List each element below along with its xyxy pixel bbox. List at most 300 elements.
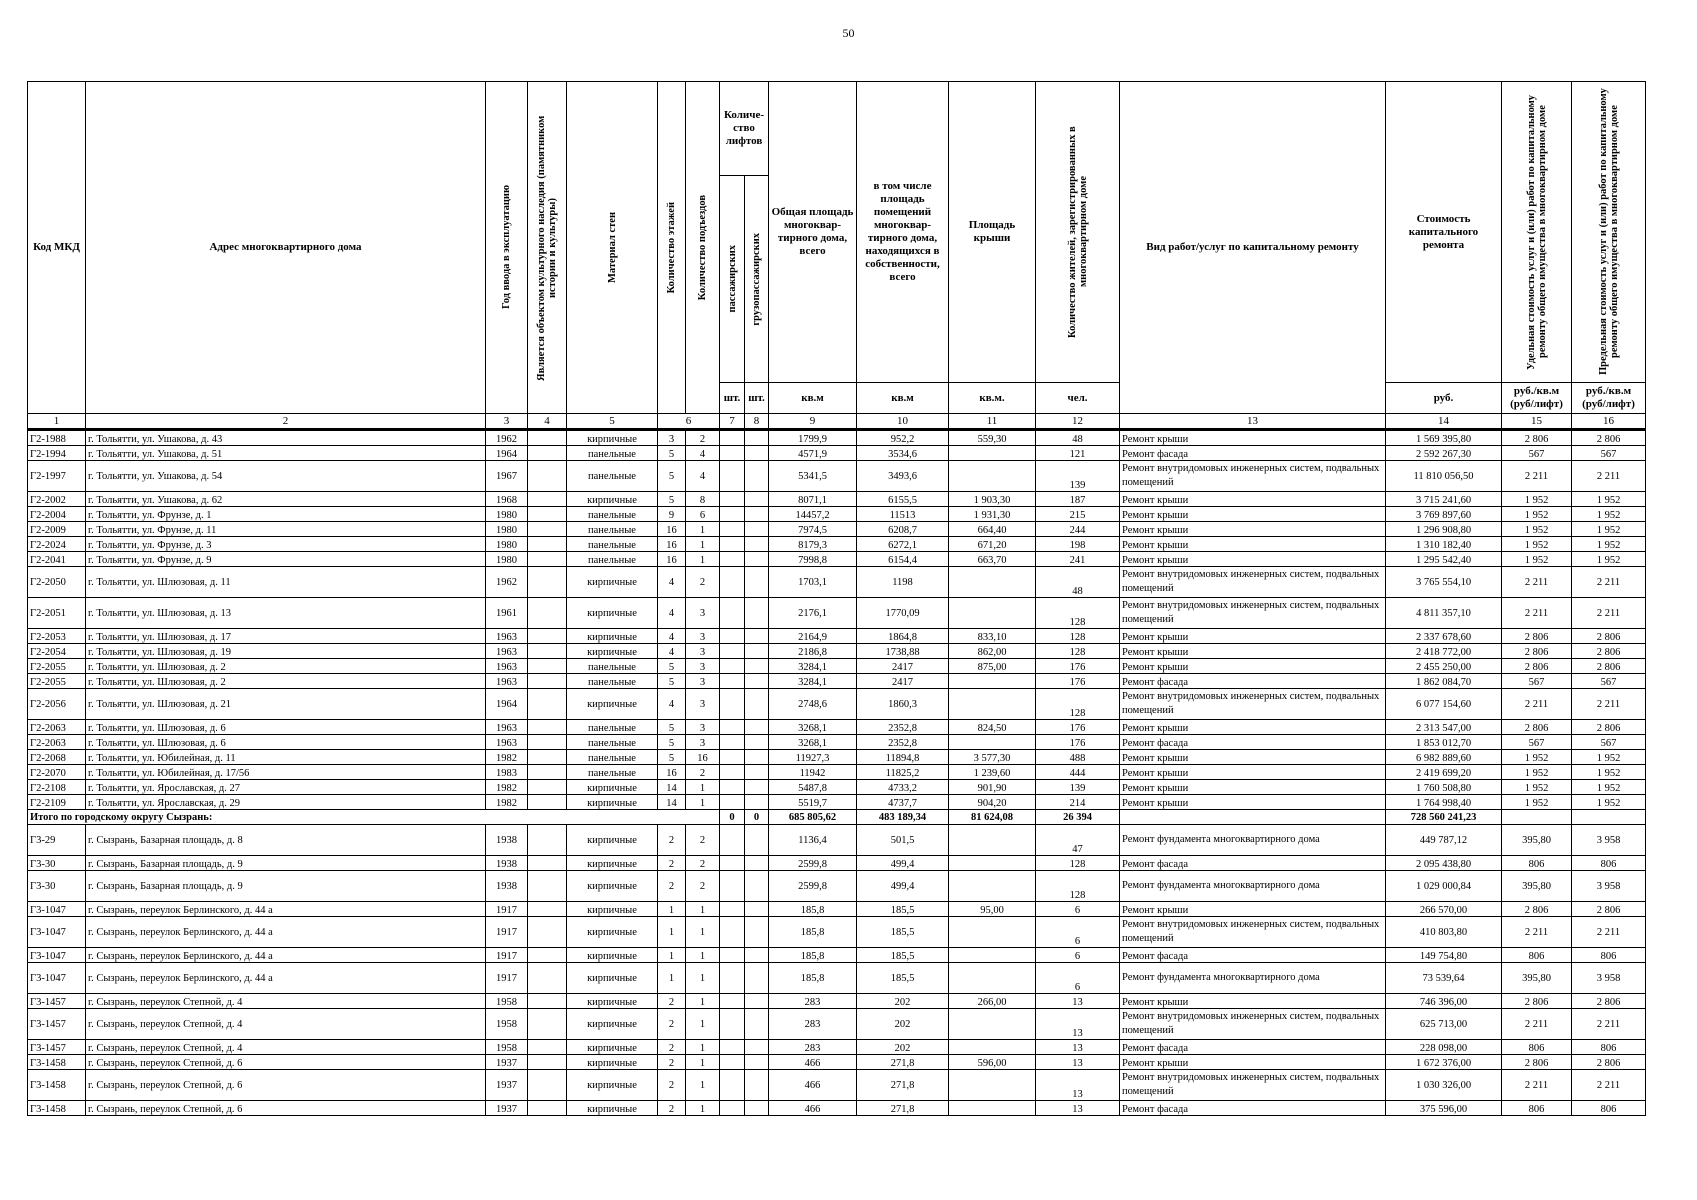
cell-unit-cost: 806 — [1502, 1040, 1572, 1055]
cell-unit-cost: 2 806 — [1502, 720, 1572, 735]
cell-code: Г2-2070 — [28, 765, 86, 780]
cell-owned-area: 2417 — [857, 674, 949, 689]
cell-entrances: 1 — [686, 780, 720, 795]
cell-entrances: 1 — [686, 1101, 720, 1116]
cell-total-area: 7998,8 — [769, 552, 857, 567]
cell-roof-area: 824,50 — [949, 720, 1036, 735]
cell-address: г. Тольятти, ул. Ушакова, д. 62 — [86, 492, 486, 507]
cell-work: Ремонт крыши — [1120, 795, 1386, 810]
cell-heritage — [528, 856, 567, 871]
table-row — [28, 461, 1646, 492]
cell-roof-area — [949, 963, 1036, 994]
cell-heritage — [528, 735, 567, 750]
cell-cost: 449 787,12 — [1386, 825, 1502, 856]
cell-residents: 13 — [1036, 1101, 1120, 1116]
cell-address: г. Сызрань, Базарная площадь, д. 9 — [86, 856, 486, 871]
cell-work: Ремонт крыши — [1120, 644, 1386, 659]
cell-lifts-cargo — [745, 856, 769, 871]
cell-address: г. Тольятти, ул. Ярославская, д. 27 — [86, 780, 486, 795]
cell-unit-cost: 2 806 — [1502, 430, 1572, 446]
cell-year: 1963 — [486, 629, 528, 644]
table-row — [28, 1009, 1646, 1040]
cell-code: Г2-1997 — [28, 461, 86, 492]
cell-floors: 5 — [658, 750, 686, 765]
cell-owned-area: 4737,7 — [857, 795, 949, 810]
cell-year: 1982 — [486, 750, 528, 765]
cell-max-cost: 2 806 — [1572, 659, 1646, 674]
cell-floors: 2 — [658, 994, 686, 1009]
cell-lifts-cargo — [745, 507, 769, 522]
cell-entrances: 2 — [686, 765, 720, 780]
cell-floors: 2 — [658, 1055, 686, 1070]
cell-lifts-pass — [720, 1040, 745, 1055]
cell-entrances: 1 — [686, 1009, 720, 1040]
cell-roof-area — [949, 1101, 1036, 1116]
cell-lifts-cargo — [745, 552, 769, 567]
cell-heritage — [528, 446, 567, 461]
cell-roof-area: 266,00 — [949, 994, 1036, 1009]
cell-address: г. Тольятти, ул. Юбилейная, д. 11 — [86, 750, 486, 765]
table-row — [28, 856, 1646, 871]
cell-floors: 16 — [658, 552, 686, 567]
cell-year: 1980 — [486, 522, 528, 537]
table-row — [28, 629, 1646, 644]
cell-work: Ремонт фасада — [1120, 1101, 1386, 1116]
cell-owned-area: 11894,8 — [857, 750, 949, 765]
cell-max-cost: 2 211 — [1572, 461, 1646, 492]
cell-wall: панельные — [567, 507, 658, 522]
cell-max-cost: 567 — [1572, 674, 1646, 689]
cell-code: Г2-2050 — [28, 567, 86, 598]
cell-code: Г2-2068 — [28, 750, 86, 765]
cell-address: г. Сызрань, переулок Берлинского, д. 44 а — [86, 917, 486, 948]
cell-owned-area: 499,4 — [857, 856, 949, 871]
cell-floors: 4 — [658, 567, 686, 598]
cell-total-area: 466 — [769, 1101, 857, 1116]
cell-unit-cost: 2 806 — [1502, 1055, 1572, 1070]
cell-owned-area: 1770,09 — [857, 598, 949, 629]
cell-unit-cost: 1 952 — [1502, 507, 1572, 522]
cell-lifts-cargo — [745, 795, 769, 810]
subtotal-residents: 26 394 — [1036, 810, 1120, 825]
table-row — [28, 825, 1646, 856]
table-row — [28, 735, 1646, 750]
cell-entrances: 1 — [686, 1040, 720, 1055]
table-row — [28, 1101, 1646, 1116]
cell-address: г. Сызрань, переулок Степной, д. 4 — [86, 1009, 486, 1040]
cell-residents: 13 — [1036, 1070, 1120, 1101]
cell-work: Ремонт фасада — [1120, 856, 1386, 871]
cell-heritage — [528, 522, 567, 537]
cell-floors: 1 — [658, 963, 686, 994]
column-number: 1 — [28, 414, 86, 430]
cell-wall: кирпичные — [567, 1055, 658, 1070]
cell-owned-area: 6272,1 — [857, 537, 949, 552]
cell-year: 1968 — [486, 492, 528, 507]
cell-lifts-cargo — [745, 1070, 769, 1101]
cell-owned-area: 271,8 — [857, 1101, 949, 1116]
cell-work: Ремонт крыши — [1120, 552, 1386, 567]
cell-address: г. Сызрань, переулок Берлинского, д. 44 а — [86, 963, 486, 994]
subtotal-owned-area: 483 189,34 — [857, 810, 949, 825]
cell-cost: 6 982 889,60 — [1386, 750, 1502, 765]
cell-cost: 11 810 056,50 — [1386, 461, 1502, 492]
unit-unit-cost: руб./кв.м (руб/лифт) — [1502, 383, 1572, 414]
cell-year: 1937 — [486, 1055, 528, 1070]
cell-roof-area — [949, 567, 1036, 598]
cell-lifts-cargo — [745, 720, 769, 735]
cell-year: 1963 — [486, 735, 528, 750]
cell-lifts-cargo — [745, 871, 769, 902]
cell-heritage — [528, 1055, 567, 1070]
cell-roof-area — [949, 1040, 1036, 1055]
column-number-row — [28, 414, 1646, 430]
cell-cost: 2 095 438,80 — [1386, 856, 1502, 871]
cell-roof-area: 663,70 — [949, 552, 1036, 567]
cell-total-area: 8071,1 — [769, 492, 857, 507]
subtotal-cost: 728 560 241,23 — [1386, 810, 1502, 825]
cell-lifts-cargo — [745, 902, 769, 917]
cell-roof-area: 559,30 — [949, 430, 1036, 446]
column-number: 3 — [486, 414, 528, 430]
cell-entrances: 2 — [686, 825, 720, 856]
cell-cost: 410 803,80 — [1386, 917, 1502, 948]
cell-lifts-pass — [720, 522, 745, 537]
cell-total-area: 8179,3 — [769, 537, 857, 552]
cell-lifts-cargo — [745, 629, 769, 644]
table-row — [28, 430, 1646, 446]
cell-address: г. Тольятти, ул. Шлюзовая, д. 21 — [86, 689, 486, 720]
table-row — [28, 795, 1646, 810]
cell-floors: 4 — [658, 644, 686, 659]
cell-work: Ремонт фундамента многоквартирного дома — [1120, 825, 1386, 856]
cell-wall: кирпичные — [567, 644, 658, 659]
cell-year: 1938 — [486, 825, 528, 856]
cell-owned-area: 185,5 — [857, 963, 949, 994]
cell-residents: 198 — [1036, 537, 1120, 552]
cell-residents: 128 — [1036, 856, 1120, 871]
table-row — [28, 1070, 1646, 1101]
cell-floors: 2 — [658, 1101, 686, 1116]
cell-lifts-pass — [720, 750, 745, 765]
cell-roof-area: 1 239,60 — [949, 765, 1036, 780]
cell-unit-cost: 567 — [1502, 446, 1572, 461]
cell-heritage — [528, 689, 567, 720]
header-wall — [567, 82, 658, 414]
cell-lifts-pass — [720, 1055, 745, 1070]
cell-floors: 5 — [658, 446, 686, 461]
cell-work: Ремонт крыши — [1120, 994, 1386, 1009]
cell-work: Ремонт фундамента многоквартирного дома — [1120, 963, 1386, 994]
cell-address: г. Тольятти, ул. Фрунзе, д. 9 — [86, 552, 486, 567]
cell-year: 1964 — [486, 446, 528, 461]
cell-wall: кирпичные — [567, 871, 658, 902]
cell-address: г. Тольятти, ул. Шлюзовая, д. 6 — [86, 735, 486, 750]
cell-year: 1917 — [486, 902, 528, 917]
table-row — [28, 492, 1646, 507]
cell-lifts-cargo — [745, 917, 769, 948]
cell-lifts-cargo — [745, 522, 769, 537]
cell-owned-area: 501,5 — [857, 825, 949, 856]
subtotal-total-area: 685 805,62 — [769, 810, 857, 825]
table-row — [28, 689, 1646, 720]
cell-lifts-pass — [720, 917, 745, 948]
cell-owned-area: 185,5 — [857, 902, 949, 917]
subtotal-roof-area: 81 624,08 — [949, 810, 1036, 825]
cell-lifts-cargo — [745, 780, 769, 795]
cell-cost: 2 337 678,60 — [1386, 629, 1502, 644]
cell-residents: 6 — [1036, 948, 1120, 963]
cell-address: г. Тольятти, ул. Ушакова, д. 43 — [86, 430, 486, 446]
cell-heritage — [528, 948, 567, 963]
cell-entrances: 3 — [686, 598, 720, 629]
cell-unit-cost: 395,80 — [1502, 825, 1572, 856]
cell-max-cost: 1 952 — [1572, 780, 1646, 795]
cell-total-area: 1703,1 — [769, 567, 857, 598]
cell-heritage — [528, 750, 567, 765]
cell-floors: 4 — [658, 629, 686, 644]
cell-entrances: 8 — [686, 492, 720, 507]
table-row — [28, 446, 1646, 461]
cell-floors: 5 — [658, 659, 686, 674]
cell-address: г. Сызрань, переулок Берлинского, д. 44 а — [86, 902, 486, 917]
table-row — [28, 750, 1646, 765]
cell-code: Г2-2056 — [28, 689, 86, 720]
cell-residents: 215 — [1036, 507, 1120, 522]
cell-year: 1937 — [486, 1070, 528, 1101]
unit-owned-area: кв.м — [857, 383, 949, 414]
cell-wall: кирпичные — [567, 825, 658, 856]
header-lifts-cargo — [745, 175, 769, 382]
cell-year: 1917 — [486, 948, 528, 963]
cell-wall: кирпичные — [567, 948, 658, 963]
column-number: 12 — [1036, 414, 1120, 430]
cell-max-cost: 1 952 — [1572, 750, 1646, 765]
cell-address: г. Сызрань, переулок Степной, д. 6 — [86, 1055, 486, 1070]
table-row — [28, 948, 1646, 963]
cell-work: Ремонт фасада — [1120, 446, 1386, 461]
cell-roof-area — [949, 856, 1036, 871]
cell-lifts-pass — [720, 430, 745, 446]
cell-floors: 1 — [658, 948, 686, 963]
cell-total-area: 2599,8 — [769, 856, 857, 871]
cell-floors: 5 — [658, 735, 686, 750]
cell-lifts-pass — [720, 765, 745, 780]
cell-address: г. Сызрань, переулок Берлинского, д. 44 а — [86, 948, 486, 963]
cell-heritage — [528, 492, 567, 507]
cell-residents: 139 — [1036, 780, 1120, 795]
cell-year: 1982 — [486, 795, 528, 810]
cell-owned-area: 271,8 — [857, 1070, 949, 1101]
cell-work: Ремонт крыши — [1120, 659, 1386, 674]
cell-owned-area: 3534,6 — [857, 446, 949, 461]
cell-unit-cost: 1 952 — [1502, 765, 1572, 780]
cell-entrances: 1 — [686, 948, 720, 963]
cell-unit-cost: 806 — [1502, 948, 1572, 963]
cell-lifts-cargo — [745, 825, 769, 856]
table-row — [28, 720, 1646, 735]
cell-max-cost: 806 — [1572, 948, 1646, 963]
cell-work: Ремонт крыши — [1120, 430, 1386, 446]
header-lifts-pass-text: пассажирских — [726, 245, 738, 313]
cell-code: Г2-2055 — [28, 659, 86, 674]
cell-code: Г3-1047 — [28, 902, 86, 917]
cell-floors: 14 — [658, 795, 686, 810]
cell-roof-area: 671,20 — [949, 537, 1036, 552]
cell-roof-area: 901,90 — [949, 780, 1036, 795]
table-row — [28, 1040, 1646, 1055]
subtotal-unit-cost — [1502, 810, 1572, 825]
cell-address: г. Тольятти, ул. Фрунзе, д. 11 — [86, 522, 486, 537]
cell-work: Ремонт внутридомовых инженерных систем, подвальных помещений — [1120, 917, 1386, 948]
cell-heritage — [528, 674, 567, 689]
cell-roof-area: 875,00 — [949, 659, 1036, 674]
cell-floors: 3 — [658, 430, 686, 446]
cell-wall: кирпичные — [567, 567, 658, 598]
cell-address: г. Тольятти, ул. Шлюзовая, д. 2 — [86, 659, 486, 674]
header-roof-area: Площадь крыши — [949, 82, 1036, 383]
cell-total-area: 2599,8 — [769, 871, 857, 902]
cell-roof-area: 1 903,30 — [949, 492, 1036, 507]
cell-year: 1958 — [486, 1009, 528, 1040]
cell-total-area: 11942 — [769, 765, 857, 780]
column-number: 14 — [1386, 414, 1502, 430]
cell-entrances: 3 — [686, 629, 720, 644]
cell-unit-cost: 806 — [1502, 856, 1572, 871]
cell-cost: 1 853 012,70 — [1386, 735, 1502, 750]
cell-residents: 214 — [1036, 795, 1120, 810]
cell-residents: 6 — [1036, 902, 1120, 917]
cell-year: 1964 — [486, 689, 528, 720]
cell-cost: 6 077 154,60 — [1386, 689, 1502, 720]
cell-cost: 149 754,80 — [1386, 948, 1502, 963]
cell-year: 1962 — [486, 567, 528, 598]
cell-wall: кирпичные — [567, 1040, 658, 1055]
cell-floors: 16 — [658, 537, 686, 552]
cell-code: Г2-2054 — [28, 644, 86, 659]
cell-lifts-cargo — [745, 735, 769, 750]
cell-floors: 2 — [658, 825, 686, 856]
cell-code: Г3-1458 — [28, 1055, 86, 1070]
cell-lifts-pass — [720, 871, 745, 902]
cell-residents: 48 — [1036, 567, 1120, 598]
cell-lifts-cargo — [745, 430, 769, 446]
cell-cost: 4 811 357,10 — [1386, 598, 1502, 629]
cell-wall: панельные — [567, 522, 658, 537]
cell-lifts-cargo — [745, 446, 769, 461]
cell-address: г. Сызрань, Базарная площадь, д. 9 — [86, 871, 486, 902]
cell-lifts-cargo — [745, 689, 769, 720]
cell-lifts-pass — [720, 552, 745, 567]
cell-max-cost: 806 — [1572, 856, 1646, 871]
cell-unit-cost: 2 211 — [1502, 917, 1572, 948]
cell-unit-cost: 2 806 — [1502, 994, 1572, 1009]
cell-entrances: 3 — [686, 674, 720, 689]
subtotal-lifts-cargo: 0 — [745, 810, 769, 825]
cell-work: Ремонт внутридомовых инженерных систем, подвальных помещений — [1120, 461, 1386, 492]
cell-work: Ремонт крыши — [1120, 720, 1386, 735]
cell-entrances: 1 — [686, 522, 720, 537]
cell-max-cost: 1 952 — [1572, 522, 1646, 537]
cell-lifts-pass — [720, 461, 745, 492]
cell-max-cost: 2 211 — [1572, 1009, 1646, 1040]
cell-total-area: 1136,4 — [769, 825, 857, 856]
cell-lifts-cargo — [745, 674, 769, 689]
cell-cost: 375 596,00 — [1386, 1101, 1502, 1116]
table-row — [28, 917, 1646, 948]
cell-year: 1983 — [486, 765, 528, 780]
cell-lifts-pass — [720, 492, 745, 507]
cell-work: Ремонт фасада — [1120, 948, 1386, 963]
subtotal-label: Итого по городскому округу Сызрань: — [28, 810, 720, 825]
cell-lifts-pass — [720, 825, 745, 856]
header-floors-text: Количество этажей — [666, 201, 677, 294]
cell-heritage — [528, 552, 567, 567]
cell-code: Г3-1457 — [28, 1009, 86, 1040]
cell-lifts-cargo — [745, 1101, 769, 1116]
column-number: 16 — [1572, 414, 1646, 430]
header-year — [486, 82, 528, 414]
cell-wall: кирпичные — [567, 994, 658, 1009]
cell-lifts-cargo — [745, 750, 769, 765]
cell-address: г. Тольятти, ул. Фрунзе, д. 1 — [86, 507, 486, 522]
cell-heritage — [528, 994, 567, 1009]
header-max-cost-text: Предельная стоимость услуг и (или) работ по капитальному ремонту общего имущества в многоквартирном доме — [1597, 88, 1620, 376]
cell-lifts-pass — [720, 689, 745, 720]
cell-lifts-cargo — [745, 567, 769, 598]
subtotal-max-cost — [1572, 810, 1646, 825]
cell-residents: 6 — [1036, 963, 1120, 994]
table-header — [28, 82, 1646, 430]
cell-total-area: 283 — [769, 994, 857, 1009]
cell-lifts-cargo — [745, 537, 769, 552]
cell-address: г. Сызрань, переулок Степной, д. 6 — [86, 1070, 486, 1101]
cell-roof-area — [949, 674, 1036, 689]
table-row — [28, 537, 1646, 552]
table-row — [28, 674, 1646, 689]
cell-code: Г2-2041 — [28, 552, 86, 567]
cell-residents: 6 — [1036, 917, 1120, 948]
cell-cost: 2 592 267,30 — [1386, 446, 1502, 461]
cell-code: Г2-2051 — [28, 598, 86, 629]
cell-entrances: 3 — [686, 735, 720, 750]
cell-entrances: 3 — [686, 644, 720, 659]
table-row — [28, 522, 1646, 537]
cell-lifts-pass — [720, 902, 745, 917]
cell-residents: 128 — [1036, 644, 1120, 659]
cell-total-area: 3268,1 — [769, 720, 857, 735]
column-number: 13 — [1120, 414, 1386, 430]
cell-cost: 2 419 699,20 — [1386, 765, 1502, 780]
header-residents — [1036, 82, 1120, 383]
cell-owned-area: 6154,4 — [857, 552, 949, 567]
cell-address: г. Сызрань, переулок Степной, д. 4 — [86, 994, 486, 1009]
cell-residents: 176 — [1036, 720, 1120, 735]
cell-lifts-pass — [720, 795, 745, 810]
unit-lifts-pass: шт. — [720, 383, 745, 414]
header-residents-text: Количество жителей, зарегистрированных в многоквартирном доме — [1066, 126, 1089, 338]
cell-owned-area: 202 — [857, 1009, 949, 1040]
cell-address: г. Тольятти, ул. Шлюзовая, д. 6 — [86, 720, 486, 735]
cell-heritage — [528, 644, 567, 659]
cell-lifts-cargo — [745, 644, 769, 659]
header-address: Адрес многоквартирного дома — [86, 82, 486, 414]
cell-code: Г2-2002 — [28, 492, 86, 507]
cell-lifts-pass — [720, 1009, 745, 1040]
cell-year: 1958 — [486, 994, 528, 1009]
cell-heritage — [528, 1070, 567, 1101]
cell-unit-cost: 2 806 — [1502, 659, 1572, 674]
